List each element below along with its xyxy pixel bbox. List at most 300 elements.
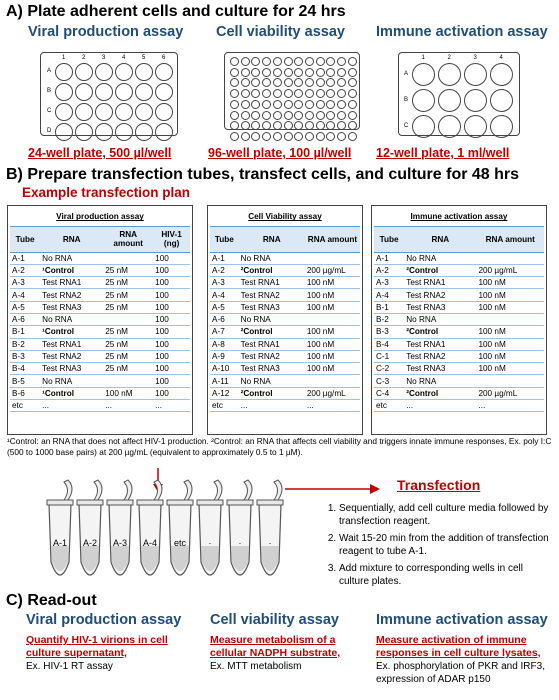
table-cell: 100 nM bbox=[476, 363, 544, 375]
table-row bbox=[210, 313, 360, 325]
table-cell: No RNA bbox=[404, 313, 476, 325]
plate-well bbox=[251, 100, 260, 109]
table-cell: A-7 bbox=[210, 326, 239, 338]
table-cell: A-2 bbox=[210, 264, 239, 276]
transfection-title: Transfection bbox=[397, 477, 481, 493]
table-row bbox=[374, 338, 544, 350]
table-cell: 100 nM bbox=[476, 301, 544, 313]
plate-well bbox=[241, 121, 250, 130]
table-cell bbox=[476, 252, 544, 264]
table-cell: A-3 bbox=[10, 277, 40, 289]
table-cell: No RNA bbox=[239, 252, 305, 264]
table-header-cell: Tube bbox=[374, 226, 404, 252]
table-cell: ... bbox=[305, 400, 360, 412]
plate-well bbox=[262, 132, 271, 141]
table-row bbox=[374, 326, 544, 338]
table-cell: 100 bbox=[153, 289, 190, 301]
table-cell: B-2 bbox=[374, 313, 404, 325]
table-cell bbox=[476, 375, 544, 387]
table-row bbox=[210, 375, 360, 387]
plate-well bbox=[115, 103, 133, 121]
table-cell: 200 µg/mL bbox=[476, 387, 544, 399]
table-cell: ²Control bbox=[404, 326, 476, 338]
table-cell: Test RNA3 bbox=[239, 301, 305, 313]
table-cell: ... bbox=[239, 400, 305, 412]
table-caption: Viral production assay bbox=[10, 208, 190, 226]
table-cell: ¹Control bbox=[40, 387, 103, 399]
footnote: ¹Control: an RNA that does not affect HIV-1 production. ²Control: an RNA that affects cell viability and triggers innate immune responses, Ex. poly I:C (500 to 1000 base pairs) at 200 µg/mL (equivalent to approximately 0.5 to 1 µM). bbox=[7, 436, 552, 457]
table-header-cell: RNA amount bbox=[103, 226, 153, 252]
table-row bbox=[374, 301, 544, 313]
plate-well bbox=[326, 89, 335, 98]
plate-well bbox=[438, 89, 461, 112]
plate-well bbox=[294, 100, 303, 109]
plate-well bbox=[241, 111, 250, 120]
table-row bbox=[10, 363, 190, 375]
table-cell: 25 nM bbox=[103, 338, 153, 350]
table-cell: Test RNA2 bbox=[239, 350, 305, 362]
table-cell: 100 bbox=[153, 277, 190, 289]
plate-well bbox=[273, 100, 282, 109]
table-cell: Test RNA2 bbox=[404, 350, 476, 362]
table-cell: Test RNA1 bbox=[404, 277, 476, 289]
table-cell: No RNA bbox=[404, 252, 476, 264]
plate-well bbox=[326, 100, 335, 109]
plate-well bbox=[337, 100, 346, 109]
table-cell: 100 nM bbox=[476, 350, 544, 362]
table-cell: 25 nM bbox=[103, 301, 153, 313]
plate-well bbox=[273, 68, 282, 77]
plate-well bbox=[284, 100, 293, 109]
plate-well bbox=[316, 111, 325, 120]
table-row bbox=[374, 289, 544, 301]
readout-immune-title: Immune activation assay bbox=[376, 612, 548, 628]
table-cell bbox=[103, 375, 153, 387]
plate-well bbox=[316, 121, 325, 130]
table-row bbox=[210, 387, 360, 399]
table-row bbox=[10, 350, 190, 362]
plate-row-label: D bbox=[47, 128, 52, 134]
transfection-steps bbox=[325, 502, 550, 592]
plate-well bbox=[348, 100, 357, 109]
table-row bbox=[374, 277, 544, 289]
table-row bbox=[374, 375, 544, 387]
table-cell: 100 bbox=[153, 252, 190, 264]
plate-col-label: 1 bbox=[421, 55, 425, 61]
plate-well bbox=[284, 78, 293, 87]
table-cell: ²Control bbox=[404, 264, 476, 276]
table-cell: Test RNA1 bbox=[404, 338, 476, 350]
table-row bbox=[210, 338, 360, 350]
table-cell: B-6 bbox=[10, 387, 40, 399]
plate-row-label: C bbox=[47, 108, 52, 114]
plate-well bbox=[438, 115, 461, 138]
plate-well bbox=[490, 89, 513, 112]
transfection-tube bbox=[137, 480, 163, 575]
table-cell: A-2 bbox=[374, 264, 404, 276]
plate-well bbox=[262, 111, 271, 120]
plate-well bbox=[55, 103, 73, 121]
plate-well bbox=[316, 78, 325, 87]
plate-well bbox=[348, 68, 357, 77]
plate-well bbox=[337, 132, 346, 141]
table-cell: ... bbox=[476, 400, 544, 412]
table-row bbox=[10, 326, 190, 338]
plate-well bbox=[273, 78, 282, 87]
plate-well bbox=[262, 121, 271, 130]
table-cell: A-8 bbox=[210, 338, 239, 350]
step-3: 3. Add mixture to corresponding wells in cell culture plates. bbox=[339, 562, 550, 588]
plate-well bbox=[251, 68, 260, 77]
readout-immune-example: Ex. phosphorylation of PKR and IRF3, expression of ADAR p150 bbox=[376, 661, 545, 685]
table-cell: 100 bbox=[153, 363, 190, 375]
table-cell: B-3 bbox=[374, 326, 404, 338]
plate-well bbox=[75, 123, 93, 141]
table-row bbox=[210, 400, 360, 412]
plate-well bbox=[412, 89, 435, 112]
plate-well bbox=[55, 83, 73, 101]
table-cell: etc bbox=[374, 400, 404, 412]
table-cell: A-3 bbox=[210, 277, 239, 289]
table-row bbox=[210, 252, 360, 264]
tube-label: A-4 bbox=[142, 538, 158, 548]
table-row bbox=[10, 277, 190, 289]
transfection-table-viral bbox=[10, 208, 190, 412]
plate-col-label: 3 bbox=[473, 55, 477, 61]
table-cell: No RNA bbox=[40, 313, 103, 325]
table-cell: 25 nM bbox=[103, 326, 153, 338]
plate-well bbox=[251, 89, 260, 98]
plate-well bbox=[490, 115, 513, 138]
table-cell: C-3 bbox=[374, 375, 404, 387]
transfection-tube bbox=[167, 480, 193, 575]
table-cell: 100 nM bbox=[305, 301, 360, 313]
plate-well bbox=[316, 68, 325, 77]
transfection-tube bbox=[47, 480, 73, 575]
plate-well bbox=[273, 57, 282, 66]
plate-well bbox=[75, 103, 93, 121]
plate-well bbox=[305, 78, 314, 87]
plate-well bbox=[316, 132, 325, 141]
plate-well bbox=[294, 111, 303, 120]
plate-well bbox=[438, 63, 461, 86]
plate-well bbox=[337, 78, 346, 87]
transfection-tube bbox=[197, 480, 223, 575]
table-cell: No RNA bbox=[239, 375, 305, 387]
plate-well bbox=[273, 89, 282, 98]
table-header-cell: HIV-1 (ng) bbox=[153, 226, 190, 252]
table-row bbox=[10, 264, 190, 276]
plate-12-label: 12-well plate, 1 ml/well bbox=[376, 146, 510, 160]
table-cell: No RNA bbox=[404, 375, 476, 387]
plate-well bbox=[316, 57, 325, 66]
table-cell: 200 µg/mL bbox=[476, 264, 544, 276]
table-cell: etc bbox=[10, 400, 40, 412]
plate-col-label: 4 bbox=[499, 55, 503, 61]
tube-label: A-2 bbox=[82, 538, 98, 548]
table-cell: C-4 bbox=[374, 387, 404, 399]
table-cell bbox=[103, 313, 153, 325]
table-cell: 100 nM bbox=[476, 338, 544, 350]
transfection-tube bbox=[107, 480, 133, 575]
tube-label: A-1 bbox=[52, 538, 68, 548]
table-row bbox=[210, 301, 360, 313]
transfection-tube bbox=[227, 480, 253, 575]
table-cell: Test RNA3 bbox=[404, 363, 476, 375]
plate-well bbox=[273, 121, 282, 130]
plate-well bbox=[284, 57, 293, 66]
plate-well bbox=[75, 63, 93, 81]
plate-well bbox=[230, 121, 239, 130]
table-cell: Test RNA2 bbox=[239, 289, 305, 301]
plate-24-well bbox=[40, 52, 178, 136]
plate-well bbox=[230, 68, 239, 77]
plate-well bbox=[464, 115, 487, 138]
plate-well bbox=[348, 121, 357, 130]
immune-assay-title: Immune activation assay bbox=[376, 24, 548, 40]
step-2: 2. Wait 15-20 min from the addition of transfection reagent to tube A-1. bbox=[339, 532, 550, 558]
plate-col-label: 1 bbox=[62, 55, 66, 61]
plate-well bbox=[294, 89, 303, 98]
plate-well bbox=[155, 83, 173, 101]
plate-well bbox=[284, 111, 293, 120]
table-caption: Cell Viability assay bbox=[210, 208, 360, 226]
plate-well bbox=[316, 89, 325, 98]
plate-well bbox=[251, 57, 260, 66]
table-cell: 100 bbox=[153, 301, 190, 313]
readout-viability-highlight: Measure metabolism of a cellular NADPH substrate, bbox=[210, 634, 341, 659]
section-a-title: A) Plate adherent cells and culture for 24 hrs bbox=[6, 3, 346, 20]
table-cell bbox=[103, 252, 153, 264]
table-cell: Test RNA1 bbox=[239, 338, 305, 350]
plate-row-label: A bbox=[47, 68, 52, 74]
table-cell: A-1 bbox=[210, 252, 239, 264]
table-cell: etc bbox=[210, 400, 239, 412]
table-cell: A-4 bbox=[374, 289, 404, 301]
step-1: 1. Sequentially, add cell culture media followed by transfection reagent. bbox=[339, 502, 550, 528]
table-cell: ... bbox=[40, 400, 103, 412]
plate-well bbox=[284, 121, 293, 130]
table-cell: B-1 bbox=[10, 326, 40, 338]
table-row bbox=[374, 313, 544, 325]
transfection-table-immune bbox=[374, 208, 544, 412]
plate-well bbox=[348, 57, 357, 66]
table-cell: Test RNA3 bbox=[40, 363, 103, 375]
plate-well bbox=[305, 89, 314, 98]
table-cell: 100 nM bbox=[305, 363, 360, 375]
plate-well bbox=[115, 123, 133, 141]
table-row bbox=[210, 326, 360, 338]
plate-well bbox=[135, 103, 153, 121]
plate-well bbox=[230, 132, 239, 141]
plate-well bbox=[75, 83, 93, 101]
tube-label: etc bbox=[173, 538, 187, 548]
table-header-cell: RNA bbox=[239, 226, 305, 252]
table-cell: ... bbox=[103, 400, 153, 412]
plate-well bbox=[262, 68, 271, 77]
plate-well bbox=[155, 123, 173, 141]
table-cell: B-4 bbox=[374, 338, 404, 350]
table-cell: C-1 bbox=[374, 350, 404, 362]
table-header-cell: Tube bbox=[210, 226, 239, 252]
table-cell: 100 nM bbox=[305, 277, 360, 289]
plate-12-well bbox=[398, 52, 520, 136]
table-cell: Test RNA1 bbox=[239, 277, 305, 289]
table-row bbox=[10, 301, 190, 313]
plate-row-label: B bbox=[47, 88, 52, 94]
plate-well bbox=[326, 78, 335, 87]
table-cell: A-1 bbox=[10, 252, 40, 264]
table-cell: ²Control bbox=[239, 326, 305, 338]
plate-col-label: 6 bbox=[162, 55, 166, 61]
table-cell: 200 µg/mL bbox=[305, 264, 360, 276]
table-cell: No RNA bbox=[40, 375, 103, 387]
table-cell: 100 nM bbox=[476, 326, 544, 338]
table-row bbox=[374, 387, 544, 399]
table-row bbox=[374, 350, 544, 362]
plate-well bbox=[294, 68, 303, 77]
table-cell: 100 bbox=[153, 264, 190, 276]
plate-well bbox=[230, 78, 239, 87]
table-cell: A-1 bbox=[374, 252, 404, 264]
plate-well bbox=[348, 89, 357, 98]
plate-well bbox=[95, 103, 113, 121]
plate-well bbox=[115, 63, 133, 81]
table-cell: ¹Control bbox=[40, 326, 103, 338]
table-cell: 25 nM bbox=[103, 363, 153, 375]
plate-well bbox=[337, 111, 346, 120]
table-cell: 100 nM bbox=[476, 277, 544, 289]
plate-well bbox=[337, 89, 346, 98]
plate-well bbox=[135, 123, 153, 141]
plate-well bbox=[273, 132, 282, 141]
plate-col-label: 4 bbox=[122, 55, 126, 61]
table-cell: A-5 bbox=[210, 301, 239, 313]
plate-well bbox=[95, 63, 113, 81]
table-cell: 100 nM bbox=[305, 289, 360, 301]
table-row bbox=[10, 400, 190, 412]
plate-well bbox=[305, 132, 314, 141]
table-cell: ²Control bbox=[239, 387, 305, 399]
plate-well bbox=[155, 103, 173, 121]
plate-well bbox=[251, 132, 260, 141]
right-arrow-head bbox=[370, 484, 380, 494]
plate-well bbox=[115, 83, 133, 101]
table-cell: A-3 bbox=[374, 277, 404, 289]
table-row bbox=[10, 338, 190, 350]
plate-well bbox=[412, 115, 435, 138]
plate-well bbox=[135, 63, 153, 81]
table-cell bbox=[476, 313, 544, 325]
table-cell: Test RNA3 bbox=[239, 363, 305, 375]
plate-well bbox=[155, 63, 173, 81]
plate-well bbox=[262, 89, 271, 98]
plate-well bbox=[326, 68, 335, 77]
table-caption: Immune activation assay bbox=[374, 208, 544, 226]
plate-well bbox=[464, 63, 487, 86]
tube-label: A-3 bbox=[112, 538, 128, 548]
table-cell: Test RNA2 bbox=[40, 350, 103, 362]
table-cell: ²Control bbox=[239, 264, 305, 276]
table-cell: B-4 bbox=[10, 363, 40, 375]
plate-96-label: 96-well plate, 100 µl/well bbox=[208, 146, 352, 160]
table-cell: B-5 bbox=[10, 375, 40, 387]
table-cell: A-11 bbox=[210, 375, 239, 387]
plate-well bbox=[348, 111, 357, 120]
transfection-table-viability bbox=[210, 208, 360, 412]
table-row bbox=[210, 350, 360, 362]
plate-well bbox=[464, 89, 487, 112]
plate-well bbox=[284, 68, 293, 77]
plate-well bbox=[55, 63, 73, 81]
plate-well bbox=[241, 68, 250, 77]
table-cell: 100 nM bbox=[103, 387, 153, 399]
plate-well bbox=[251, 78, 260, 87]
table-header-cell: RNA bbox=[404, 226, 476, 252]
table-cell: 100 bbox=[153, 350, 190, 362]
plate-well bbox=[230, 89, 239, 98]
plate-well bbox=[273, 111, 282, 120]
table-row bbox=[10, 313, 190, 325]
table-cell: B-1 bbox=[374, 301, 404, 313]
plate-well bbox=[251, 121, 260, 130]
readout-viral-example: Ex. HIV-1 RT assay bbox=[26, 661, 113, 672]
plate-col-label: 5 bbox=[142, 55, 146, 61]
table-cell: A-4 bbox=[10, 289, 40, 301]
table-row bbox=[210, 264, 360, 276]
table-cell: A-4 bbox=[210, 289, 239, 301]
table-cell: 100 nM bbox=[305, 326, 360, 338]
plate-well bbox=[294, 132, 303, 141]
plate-well bbox=[326, 57, 335, 66]
plate-col-label: 2 bbox=[82, 55, 86, 61]
transfection-tube bbox=[257, 480, 283, 575]
table-cell: 25 nM bbox=[103, 289, 153, 301]
plate-row-label: A bbox=[404, 70, 409, 77]
table-cell: A-12 bbox=[210, 387, 239, 399]
table-cell: No RNA bbox=[239, 313, 305, 325]
table-cell: C-2 bbox=[374, 363, 404, 375]
plate-row-label: C bbox=[404, 122, 409, 129]
viability-assay-title: Cell viability assay bbox=[216, 24, 345, 40]
table-row bbox=[210, 363, 360, 375]
plate-well bbox=[294, 57, 303, 66]
table-cell: 100 nM bbox=[476, 289, 544, 301]
table-cell: 100 nM bbox=[305, 350, 360, 362]
table-cell bbox=[305, 313, 360, 325]
table-cell: 100 nM bbox=[305, 338, 360, 350]
table-cell: A-9 bbox=[210, 350, 239, 362]
plate-well bbox=[348, 132, 357, 141]
plate-well bbox=[241, 132, 250, 141]
tube-label: · bbox=[238, 538, 242, 548]
table-cell: A-10 bbox=[210, 363, 239, 375]
table-cell: A-5 bbox=[10, 301, 40, 313]
plate-well bbox=[230, 57, 239, 66]
plate-24-label: 24-well plate, 500 µl/well bbox=[28, 146, 172, 160]
table-row bbox=[374, 363, 544, 375]
transfection-tube bbox=[77, 480, 103, 575]
table-cell: Test RNA1 bbox=[40, 277, 103, 289]
table-cell: 25 nM bbox=[103, 264, 153, 276]
table-cell: B-3 bbox=[10, 350, 40, 362]
plate-well bbox=[305, 121, 314, 130]
plate-well bbox=[135, 83, 153, 101]
table-cell bbox=[305, 375, 360, 387]
table-cell: 200 µg/mL bbox=[305, 387, 360, 399]
plate-well bbox=[262, 78, 271, 87]
plate-well bbox=[95, 123, 113, 141]
